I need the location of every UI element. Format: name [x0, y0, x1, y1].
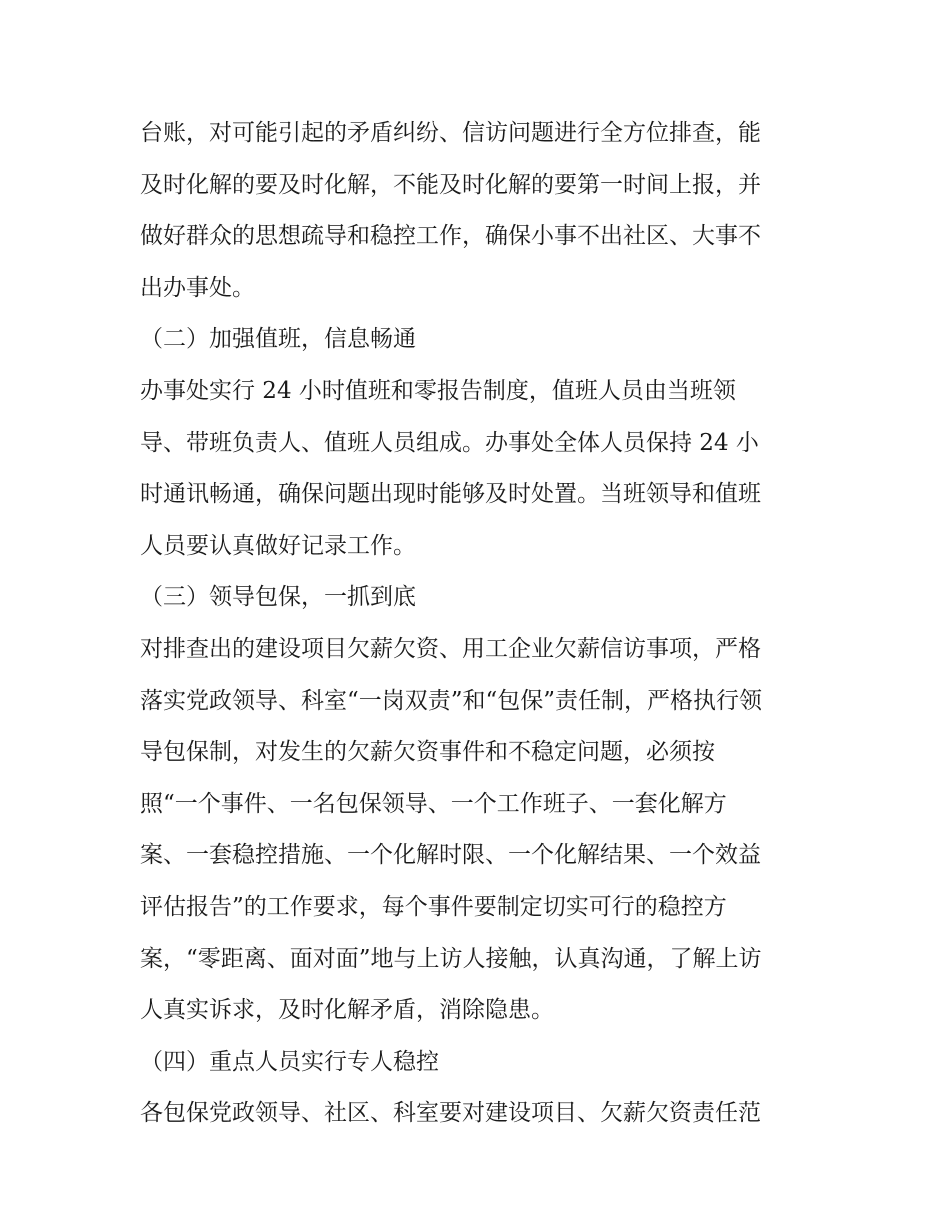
- paragraph-line: 导、带班负责人、值班人员组成。办事处全体人员保持 24 小: [140, 429, 759, 456]
- paragraph-line: 人真实诉求，及时化解矛盾，消除隐患。: [140, 997, 554, 1024]
- section-heading-3: （三）领导包保，一抓到底: [140, 584, 416, 611]
- paragraph-line: 时通讯畅通，确保问题出现时能够及时处置。当班领导和值班: [140, 481, 761, 508]
- paragraph-line: 落实党政领导、科室“一岗双责”和“包保”责任制，严格执行领: [140, 687, 763, 714]
- paragraph-line: 对排查出的建设项目欠薪欠资、用工企业欠薪信访事项，严格: [140, 635, 761, 662]
- paragraph-line: 各包保党政领导、社区、科室要对建设项目、欠薪欠资责任范: [140, 1100, 761, 1127]
- document-body: [140, 108, 820, 1140]
- paragraph-line: 及时化解的要及时化解，不能及时化解的要第一时间上报，并: [140, 171, 761, 198]
- paragraph-line: 台账，对可能引起的矛盾纠纷、信访问题进行全方位排查，能: [140, 120, 761, 146]
- paragraph-line: 案，“零距离、面对面”地与上访人接触，认真沟通，了解上访: [140, 945, 762, 972]
- paragraph-line: 评估报告”的工作要求，每个事件要制定切实可行的稳控方: [140, 893, 727, 920]
- section-heading-2: （二）加强值班，信息畅通: [140, 326, 416, 353]
- paragraph-line: 做好群众的思想疏导和稳控工作，确保小事不出社区、大事不: [140, 223, 761, 250]
- paragraph-line: 照“一个事件、一名包保领导、一个工作班子、一套化解方: [140, 790, 727, 817]
- section-heading-4: （四）重点人员实行专人稳控: [140, 1048, 439, 1075]
- paragraph-line: 出办事处。: [140, 274, 255, 301]
- paragraph-line: 案、一套稳控措施、一个化解时限、一个化解结果、一个效益: [140, 842, 761, 869]
- paragraph-line: 办事处实行 24 小时值班和零报告制度，值班人员由当班领: [140, 377, 736, 404]
- paragraph-line: 导包保制，对发生的欠薪欠资事件和不稳定问题，必须按: [140, 739, 715, 766]
- paragraph-line: 人员要认真做好记录工作。: [140, 532, 416, 559]
